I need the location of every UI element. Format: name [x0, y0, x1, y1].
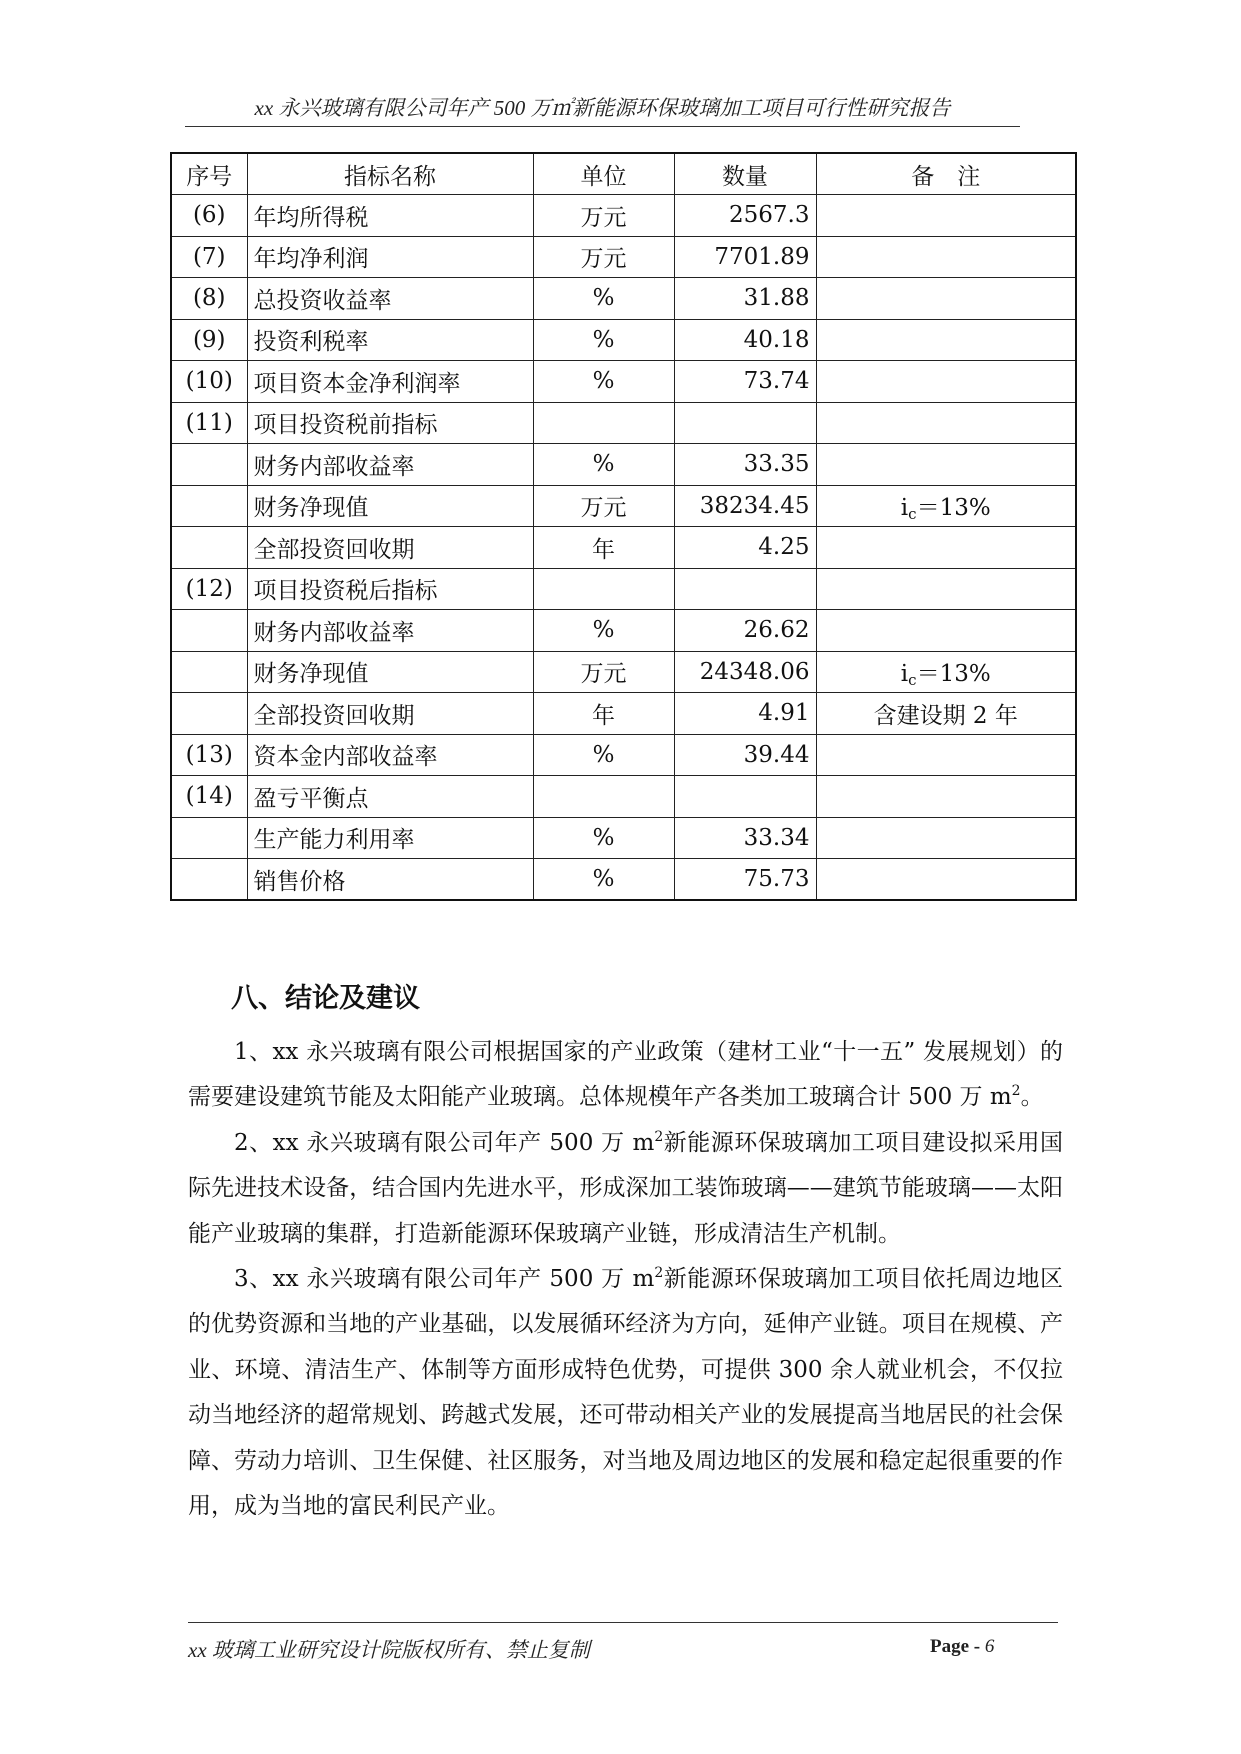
cell-no: (12)	[171, 568, 247, 610]
table-row	[171, 444, 1076, 486]
cell-name: 财务净现值	[247, 485, 533, 527]
cell-unit: %	[533, 319, 674, 361]
cell-unit: 年	[533, 693, 674, 735]
cell-note	[816, 859, 1076, 901]
table-row	[171, 817, 1076, 859]
body-text	[188, 1030, 1063, 1529]
paragraph-1-text: 1、xx 永兴玻璃有限公司根据国家的产业政策（建材工业“十一五” 发展规划）的需要建设建筑节能及太阳能产业玻璃。总体规模年产各类加工玻璃合计 500 万 m	[188, 1039, 1063, 1111]
page-number-value: 6	[984, 1636, 995, 1657]
cell-name: 财务内部收益率	[247, 610, 533, 652]
column-header-name: 指标名称	[247, 153, 533, 195]
table-row	[171, 236, 1076, 278]
table-header-row	[171, 153, 1076, 195]
cell-unit: %	[533, 817, 674, 859]
cell-name: 资本金内部收益率	[247, 734, 533, 776]
paragraph-3	[188, 1257, 1063, 1529]
cell-unit	[533, 568, 674, 610]
cell-note	[816, 485, 1076, 527]
paragraph-1	[188, 1030, 1063, 1121]
superscript: 2	[1011, 1083, 1021, 1100]
cell-qty: 26.62	[674, 610, 816, 652]
footer-copyright: xx 玻璃工业研究设计院版权所有、禁止复制	[188, 1638, 590, 1662]
footer-rule	[188, 1622, 1058, 1623]
cell-qty	[674, 568, 816, 610]
cell-no	[171, 817, 247, 859]
cell-no	[171, 693, 247, 735]
cell-qty: 33.34	[674, 817, 816, 859]
cell-qty: 7701.89	[674, 236, 816, 278]
cell-qty: 4.25	[674, 527, 816, 569]
table-row	[171, 278, 1076, 320]
cell-name: 财务净现值	[247, 651, 533, 693]
cell-qty: 38234.45	[674, 485, 816, 527]
section-title: 八、结论及建议	[231, 983, 420, 1014]
cell-qty: 73.74	[674, 361, 816, 403]
table-row	[171, 527, 1076, 569]
cell-no: (8)	[171, 278, 247, 320]
column-header-note: 备 注	[816, 153, 1076, 195]
cell-no	[171, 485, 247, 527]
cell-qty: 39.44	[674, 734, 816, 776]
cell-unit: %	[533, 278, 674, 320]
cell-unit: %	[533, 859, 674, 901]
note-subscript: c	[908, 504, 917, 523]
cell-unit: 万元	[533, 485, 674, 527]
cell-name: 总投资收益率	[247, 278, 533, 320]
cell-qty: 75.73	[674, 859, 816, 901]
superscript: 2	[654, 1265, 664, 1282]
note-subscript: c	[908, 670, 917, 689]
cell-name: 项目投资税前指标	[247, 402, 533, 444]
cell-note	[816, 319, 1076, 361]
paragraph-2-text: 2、xx 永兴玻璃有限公司年产 500 万 m	[234, 1129, 655, 1156]
cell-name: 盈亏平衡点	[247, 776, 533, 818]
column-header-qty: 数量	[674, 153, 816, 195]
cell-no	[171, 651, 247, 693]
cell-note	[816, 444, 1076, 486]
cell-name: 销售价格	[247, 859, 533, 901]
cell-note: 含建设期 2 年	[816, 693, 1076, 735]
cell-note	[816, 527, 1076, 569]
note-value: ＝13%	[916, 494, 991, 521]
table-row	[171, 485, 1076, 527]
cell-name: 财务内部收益率	[247, 444, 533, 486]
superscript: 2	[654, 1128, 664, 1145]
cell-qty: 33.35	[674, 444, 816, 486]
table-row	[171, 402, 1076, 444]
cell-unit: %	[533, 610, 674, 652]
column-header-no: 序号	[171, 153, 247, 195]
note-value: ＝13%	[916, 660, 991, 687]
cell-note	[816, 195, 1076, 237]
cell-note	[816, 278, 1076, 320]
page-number	[930, 1636, 994, 1658]
paragraph-2-end: 新能源环保玻璃加工项目建设拟采用国际先进技术设备，结合国内先进水平，形成深加工装饰玻璃——建筑节能玻璃——太阳能产业玻璃的集群，打造新能源环保玻璃产业链，形成清洁生产机制。	[188, 1129, 1064, 1247]
cell-no: (14)	[171, 776, 247, 818]
paragraph-2	[188, 1121, 1063, 1257]
cell-qty: 40.18	[674, 319, 816, 361]
cell-unit: %	[533, 444, 674, 486]
cell-no: (7)	[171, 236, 247, 278]
paragraph-3-text: 3、xx 永兴玻璃有限公司年产 500 万 m	[234, 1266, 655, 1293]
cell-no: (11)	[171, 402, 247, 444]
cell-unit	[533, 402, 674, 444]
cell-unit	[533, 776, 674, 818]
cell-qty: 4.91	[674, 693, 816, 735]
cell-note	[816, 817, 1076, 859]
paragraph-3-end: 新能源环保玻璃加工项目依托周边地区的优势资源和当地的产业基础，以发展循环经济为方向，延伸产业链。项目在规模、产业、环境、清洁生产、体制等方面形成特色优势，可提供 300 余人就业机会，不仅拉动当地经济的超常规划、跨越式发展，还可带动相关产业的发展提高当地居民的社会保障、劳动力培训、卫生保健、社区服务，对当地及周边地区的发展和稳定起很重要的作用，成为当地的富民利民产业。	[188, 1266, 1064, 1520]
table-row	[171, 651, 1076, 693]
cell-qty: 2567.3	[674, 195, 816, 237]
cell-note	[816, 734, 1076, 776]
cell-note	[816, 776, 1076, 818]
cell-qty	[674, 402, 816, 444]
page-label: Page -	[930, 1636, 985, 1657]
table-row	[171, 693, 1076, 735]
table-row	[171, 319, 1076, 361]
cell-name: 投资利税率	[247, 319, 533, 361]
cell-name: 项目投资税后指标	[247, 568, 533, 610]
indicator-table	[170, 152, 1077, 901]
cell-name: 全部投资回收期	[247, 693, 533, 735]
cell-no: (10)	[171, 361, 247, 403]
cell-note	[816, 568, 1076, 610]
note-symbol: i	[900, 660, 909, 687]
cell-name: 全部投资回收期	[247, 527, 533, 569]
cell-unit: 万元	[533, 195, 674, 237]
table-row	[171, 859, 1076, 901]
cell-note	[816, 610, 1076, 652]
cell-no: (9)	[171, 319, 247, 361]
cell-note	[816, 651, 1076, 693]
cell-no: (13)	[171, 734, 247, 776]
cell-note	[816, 236, 1076, 278]
cell-qty: 24348.06	[674, 651, 816, 693]
cell-name: 年均所得税	[247, 195, 533, 237]
cell-name: 年均净利润	[247, 236, 533, 278]
cell-unit: %	[533, 734, 674, 776]
column-header-unit: 单位	[533, 153, 674, 195]
table-row	[171, 610, 1076, 652]
cell-no	[171, 859, 247, 901]
cell-unit: %	[533, 361, 674, 403]
cell-name: 生产能力利用率	[247, 817, 533, 859]
table-row	[171, 195, 1076, 237]
cell-no	[171, 444, 247, 486]
cell-no: (6)	[171, 195, 247, 237]
table-row	[171, 568, 1076, 610]
cell-unit: 万元	[533, 236, 674, 278]
table-row	[171, 734, 1076, 776]
cell-no	[171, 610, 247, 652]
cell-qty	[674, 776, 816, 818]
paragraph-1-end: 。	[1020, 1084, 1044, 1111]
table-row	[171, 361, 1076, 403]
cell-unit: 万元	[533, 651, 674, 693]
cell-unit: 年	[533, 527, 674, 569]
header-rule	[185, 126, 1020, 127]
table-row	[171, 776, 1076, 818]
cell-qty: 31.88	[674, 278, 816, 320]
cell-no	[171, 527, 247, 569]
cell-note	[816, 361, 1076, 403]
page-header: xx 永兴玻璃有限公司年产 500 万㎡新能源环保玻璃加工项目可行性研究报告	[254, 96, 951, 120]
cell-note	[816, 402, 1076, 444]
note-symbol: i	[900, 494, 909, 521]
cell-name: 项目资本金净利润率	[247, 361, 533, 403]
